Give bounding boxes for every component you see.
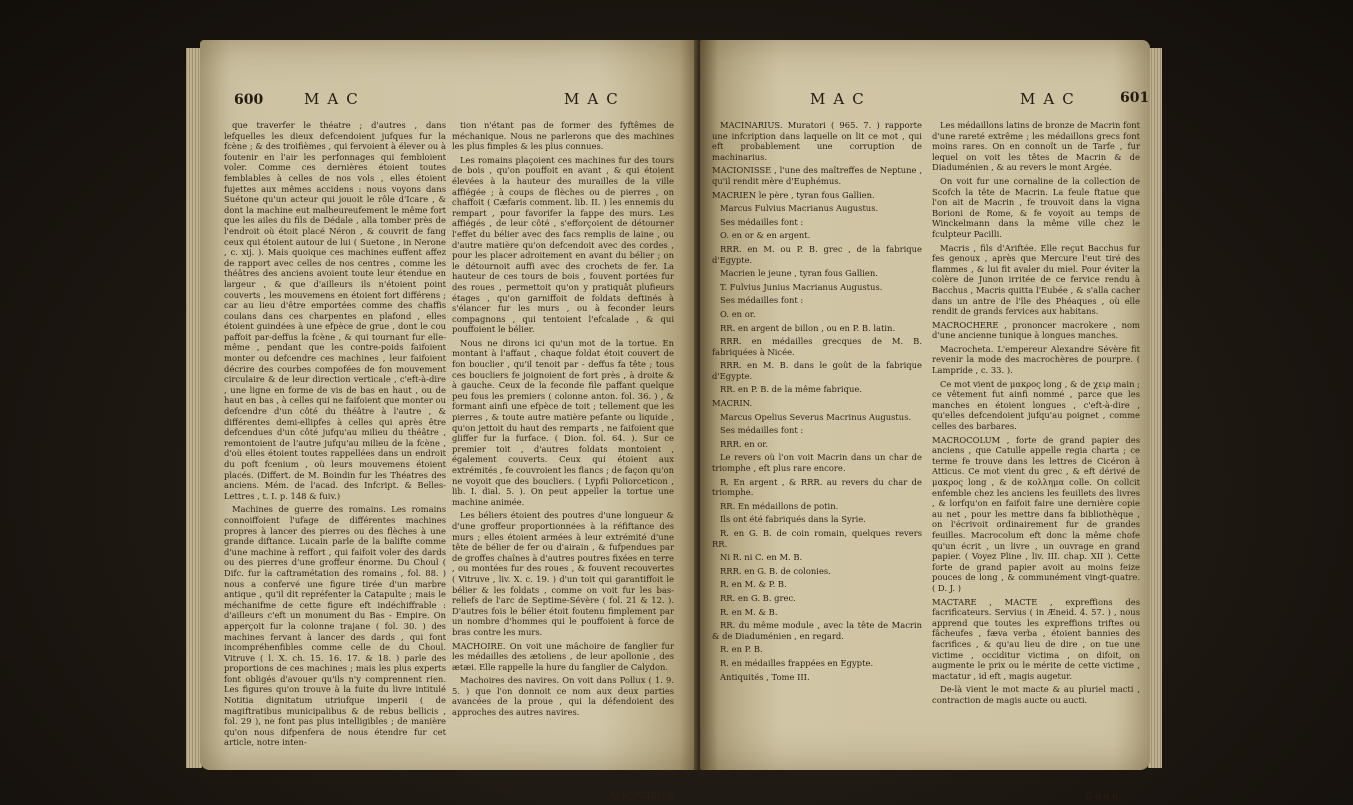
paragraph: Le revers où l'on voit Macrin dans un char de triomphe , eft plus rare encore. [712, 452, 922, 474]
paragraph: RR. en P. B. de la même fabrique. [720, 384, 862, 395]
left-column-1 [224, 120, 446, 800]
paragraph: On voit fur une cornaline de la collection de Scofch la tête de Macrin. La feule ftatue que l'on ait de Macrin , fe trouvoit dans la vigna Borioni de Rome, & fe voyoit au temps de Winckelmann dans la même ville chez le fculpteur Pacilli. [932, 175, 1140, 239]
signature-mark: G g g g [1085, 792, 1119, 802]
left-page-number: 600 [234, 92, 264, 108]
paragraph: MACINARIUS. Muratori ( 965. 7. ) rapporte une infcription dans laquelle on lit ce mot , qui eft probablement une corruption de machinarius. [712, 120, 922, 162]
paragraph: MACTARE , MACTE , expreffions des facrificateurs. Servius ( in Æneid. 4. 57. ) , nous apprend que toutes les expreffions triftes ou fâcheufes , fæva verba , étoient bannies des facrifices , & qu'au lieu de dire , on tue une victime , occiditur victima , on difoit, on augmente le prix ou le mérite de cette victime , mactatur , id eft , magis augetur. [932, 596, 1140, 681]
paragraph: Ce mot vient de μακρος long , & de χειρ main ; ce vêtement fut ainfi nommé , parce que les manches en étoient longues , c'eft-à-dire , qu'elles defcendoient jufqu'au poignet , comme celles des barbares. [932, 378, 1140, 432]
paragraph: Ses médailles font : [720, 295, 804, 306]
right-column-2 [932, 120, 1140, 800]
paragraph: Ses médailles font : [720, 425, 804, 436]
paragraph: MACRIEN le père , tyran fous Gallien. [712, 189, 875, 200]
paragraph: O. en or. [720, 308, 756, 319]
paragraph: Macrien le jeune , tyran fous Gallien. [720, 268, 878, 279]
paragraph: Les béliers étoient des poutres d'une longueur & d'une groffeur proportionnées à la réfiftance des murs ; elles étoient armées à leur extrémité d'une tête de bélier de fer ou d'airain , & fufpendues par de groffes chaînes à d'autres poutres fixées en terre , ou montées fur des roues , & fouvent recouvertes ( Vitruve , liv. X. c. 19. ) d'un toit qui garantiffoit le bélier & les foldats , comme on voit fur les bas-reliefs de l'arc de Septime-Sévère ( fol. 21 & 12. ). D'autres fois le bélier étoit foutenu fimplement par un nombre d'hommes qui le pouffoient à force de bras contre les murs. [452, 510, 674, 637]
paragraph: MACROCOLUM , forte de grand papier des anciens , que Catulle appelle regia charta ; ce terme fe trouve dans les lettres de Cicéron à Atticus. Ce mot vient du grec , & eft dérivé de μακρος long , & de κολλημα colle. On collcit enfemble chez les anciens les feuillets des livres , & lorfqu'on en faifoit faire une dernière copie au net , pour les mettre dans fa bibliothèque , on l'écrivoit ordinairement fur de grandes feuilles. Macrocolum eft donc la même chofe qu'un écrit , un livre , un ouvrage en grand papier. ( Voyez Pline , liv. III. chap. XII ). Cette forte de grand papier avoit au moins feize pouces de long , & communément vingt-quatre. ( D. J. ) [932, 434, 1140, 593]
paragraph: MACHOIRE. On voit une mâchoire de fanglier fur les médailles des ætoliens , de leur apollonie , des ætæi. Elle rappelle la hure du fanglier de Calydon. [452, 640, 674, 672]
paragraph: Macris , fils d'Ariftée. Elle reçut Bacchus fur fes genoux , après que Mercure l'eut tiré des flammes , & lui fit avaler du miel. Pour éviter la colère de Junon irritée de ce fervice rendu à Bacchus , Macris quitta l'Eubée , & s'alla cacher dans un antre de l'île des Phéaques , où elle rendit de grands fervices aux habitans. [932, 242, 1140, 317]
paragraph: R. en P. B. [720, 644, 763, 655]
paragraph: R. en M. & B. [720, 606, 778, 617]
right-page-number: 601 [1120, 90, 1150, 106]
paragraph: Marcus Fulvius Macrianus Augustus. [720, 203, 879, 214]
right-column-1 [712, 120, 922, 800]
paragraph: T. Fulvius Junius Macrianus Augustus. [720, 281, 883, 292]
paragraph: MACRIN. [712, 398, 753, 409]
paragraph: Ni R. ni C. en M. B. [720, 552, 803, 563]
paragraph: R. en M. & P. B. [720, 579, 787, 590]
paragraph: O. en or & en argent. [720, 230, 811, 241]
right-header-word-2: MAC [1020, 90, 1082, 108]
paragraph: Nous ne dirons ici qu'un mot de la tortue. En montant à l'affaut , chaque foldat étoit couvert de fon bouclier , qu'il tenoit par - deffus fa tête ; tous ces boucliers fe joignoient de fort près , à droite & à gauche. Ceux de la feconde file paffant quelque peu fous les premiers ( colonne anton. fol. 36. ) , & formant ainfi une efpèce de toit ; tellement que les pierres , & toute autre matière pefante ou liquide , qu'on jettoit du haut des remparts , ne faifoient que gliffer fur la furface. ( Dion. fol. 64. ). Sur ce premier toit , d'autres foldats montoient , également couverts. Ceux qui étoient aux extrémités , fe couvroient les flancs ; de façon qu'on ne voyoit que des boucliers. ( Lypfii Poliorceticon , lib. I. dial. 5. ). On peut appeller la tortue une machine animée. [452, 337, 674, 507]
page-edges-right [1148, 48, 1162, 768]
paragraph: R. en médailles frappées en Egypte. [720, 657, 874, 668]
paragraph: R. en G. B. de coin romain, quelques revers RR. [712, 528, 922, 549]
paragraph: Machoires des navires. On voit dans Pollux ( 1. 9. 5. ) que l'on donnoit ce nom aux deux parties avancées de la proue , qui la défendoient des approches des autres navires. [452, 675, 674, 718]
paragraph: Machines de guerre des romains. Les romains connoiffoient l'ufage de différentes machines propres à lancer des pierres ou des flèches à une grande diftance. Lucain parle de la balifte comme d'une machine à reffort , qui faifoit voler des dards ou des pierres d'une groffeur énorme. Du Choul ( Difc. fur la caftramétation des romains , fol. 88. ) nous a confervé une figure tirée d'un marbre antique , qu'il dit repréfenter la Catapulte ; mais le méchanifme de cette figure eft indéchiffrable : d'ailleurs c'eft un monument du Bas - Empire. On apperçoit fur la colonne trajane ( fol. 30. ) des machines fervant à lancer des dards , qui font incompréhenfibles comme celle de du Choul. Vitruve ( l. X. ch. 15. 16. 17. & 18. ) parle des proportions de ces machines ; mais les plus experts font obligés d'avouer qu'ils n'y comprennent rien. Les figures qu'on trouve à la fuite du livre intitulé Notitia dignitatum utriufque imperii ( de magiftratibus municipalibus & de rebus bellicis , fol. 29 ), ne font pas plus intelligibles ; de manière qu'on nous difpenfera de nous étendre fur cet article, notre inten- [224, 504, 446, 748]
right-header-word-1: MAC [810, 90, 872, 108]
left-header-word-1: MAC [304, 90, 366, 108]
right-page-header [720, 90, 1150, 114]
paragraph: Les médaillons latins de bronze de Macrin font d'une rareté extrême ; les médaillons grecs font moins rares. On en connoît un de Tarfe , fur lequel on voit les têtes de Macrin & de Diaduménien , & au revers le mont Argée. [932, 120, 1140, 173]
left-header-word-2: MAC [564, 90, 626, 108]
paragraph: R. En argent , & RRR. au revers du char de triomphe. [712, 476, 922, 498]
paragraph: que traverfer le théatre ; d'autres , dans lefquelles les dieux defcendoient jufques fur la fcène ; & des troifièmes , qui fervoient à élever ou à foutenir en l'air les perfonnages qui fembloient voler. Comme ces dernières étoient toutes femblables à celles de nos vols , elles étoient fujettes aux mêmes accidens : nous voyons dans Suétone qu'un acteur qui jouoit le rôle d'Icare , & dont la machine eut malheureufement le même fort que les ailes du fils de Dédale , alla tomber près de l'endroit où étoit placé Néron , & couvrit de fang ceux qui étoient autour de lui ( Suetone , in Nerone , c. xij. ). Mais quoique ces machines euffent affez de rapport avec celles de nos centres , comme les théâtres des anciens avoient toute leur étendue en largeur , & que d'ailleurs ils n'étoient point couverts , les mouvemens en étoient fort différens ; car au lieu d'être emportées comme des chaffis coulans dans ces charpentes en plafond , elles étoient guindées à une efpèce de grue , dont le cou paffoit par-deffus la fcène , & qui tournant fur elle-même , pendant que les contre-poids faifoient monter ou defcendre ces machines , leur faifoient décrire des courbes compofées de fon mouvement circulaire & de leur direction verticale , c'eft-à-dire , une ligne en forme de vis de bas en haut , ou de haut en bas , à celles qui ne faifoient que monter ou defcendre d'un côté du théâtre à l'autre , & différentes demi-ellipfes à celles qui après être defcendues d'un côté jufqu'au milieu du théâtre , remontoient de l'autre jufqu'au milieu de la fcène , d'où elles étoient toutes rappellées dans un endroit du poft fcenium , où leurs mouvemens étoient placés. (Differt. de M. Boindin fur les Théatres des anciens. Mém. de l'acad. des Infcript. & Belles-Lettres , t. I. p. 148 & fuiv.) [224, 120, 446, 501]
paragraph: RRR. en médailles grecques de M. B. fabriquées à Nicée. [712, 336, 922, 357]
paragraph: Antiquités , Tome III. [720, 671, 810, 682]
paragraph: Macrocheta. L'empereur Alexandre Sévère fit revenir la mode des macrochères de pourpre. ( Lampride , c. 33. ). [932, 343, 1140, 376]
paragraph: MACIONISSE , l'une des maîtreffes de Neptune , qu'il rendit mère d'Euphémus. [712, 165, 922, 186]
paragraph: RRR. en M. B. dans le goût de la fabrique d'Egypte. [712, 360, 922, 381]
paragraph: Marcus Opelius Severus Macrinus Augustus. [720, 411, 912, 422]
paragraph: MACROCHERE , prononcer macrokere , nom d'une ancienne tunique à longues manches. [932, 319, 1140, 341]
paragraph: Ils ont été fabriqués dans la Syrie. [720, 514, 866, 525]
paragraph: Ses médailles font : [720, 216, 804, 227]
paragraph: RR. du même module , avec la tête de Macrin & de Diaduménien , en regard. [712, 620, 922, 641]
paragraph: RR. en G. B. grec. [720, 592, 796, 603]
right-page [700, 40, 1150, 802]
left-column-2 [452, 120, 674, 800]
left-page-header [234, 90, 674, 114]
catchword: MACINARIUS. [610, 792, 678, 802]
paragraph: RR. en argent de billon , ou en P. B. latin. [720, 322, 896, 333]
paragraph: RRR. en or. [720, 438, 769, 449]
paragraph: RRR. en G. B. de colonies. [720, 565, 831, 576]
paragraph: De-là vient le mot macte & au pluriel macti , contraction de magis aucte ou aucti. [932, 684, 1140, 705]
paragraph: Les romains plaçoient ces machines fur des tours de bois , qu'on pouffoit en avant , & qui étoient élevées à la hauteur des murailles de la ville affiégée ; à coups de flèches ou de pierres , on chaffoit ( Cæfaris comment. lib. II. ) les ennemis du rempart , pour favorifer la fappe des murs. Les affiégés , de leur côté , s'efforçoient de détourner l'effet du bélier avec des facs remplis de laine , ou d'autre matière qu'on defcendoit avec des cordes , pour les placer adroitement en avant du bélier ; on le détournoit auffi avec des crochets de fer. La hauteur de ces tours de bois , fouvent portées fur des roues , permettoit qu'on y pratiquât plufieurs étages , qu'on garniffoit de foldats deftinés à s'élancer fur les murs , ou à feconder leurs compagnons , qui tentoient l'efcalade , & qui pouffoient le bélier. [452, 154, 674, 335]
paragraph: tion n'étant pas de former des fyftêmes de méchanique. Nous ne parlerons que des machines les plus fimples & les plus connues. [452, 120, 674, 152]
paragraph: RR. En médaillons de potin. [720, 500, 839, 511]
left-page [200, 40, 700, 802]
paragraph: RRR. en M. ou P. B. grec , de la fabrique d'Egypte. [712, 243, 922, 265]
